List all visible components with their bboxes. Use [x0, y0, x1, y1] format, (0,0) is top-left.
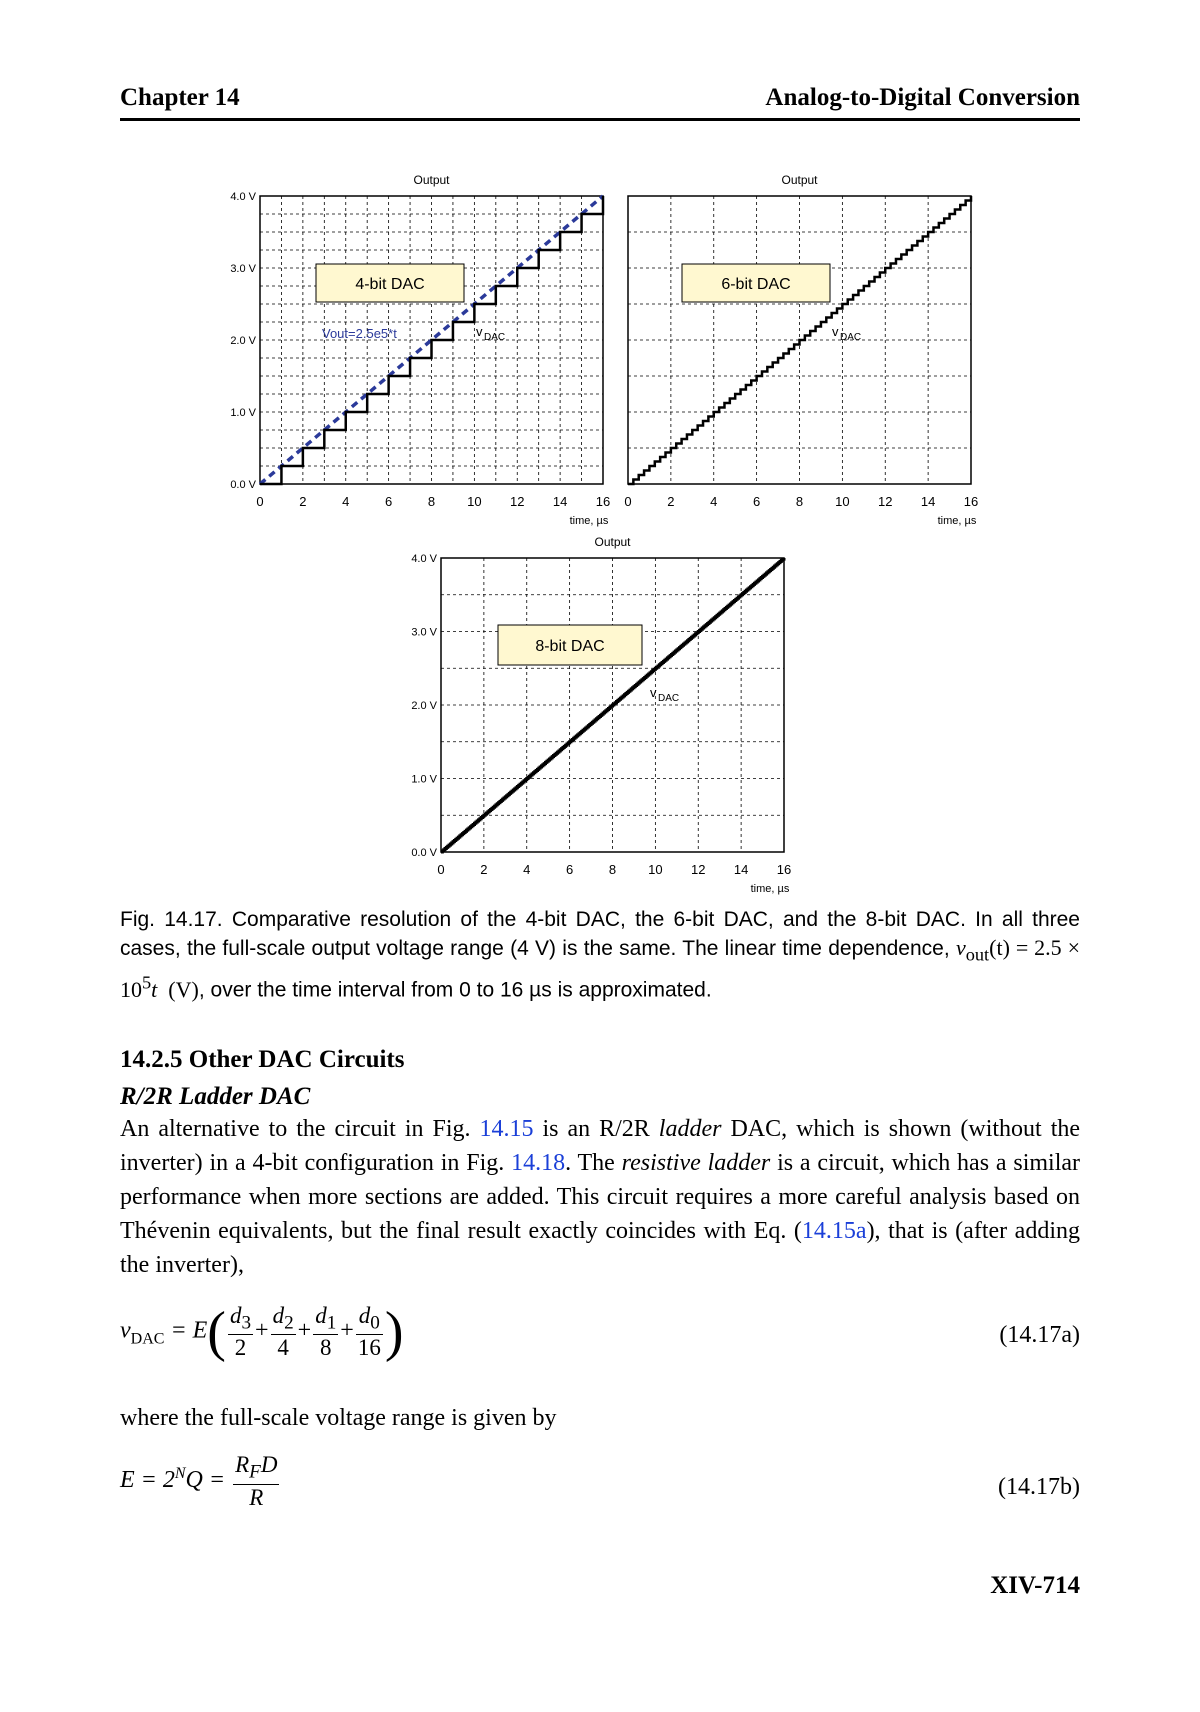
para-italic-resistive-ladder: resistive ladder — [621, 1150, 771, 1176]
x-tick-label: 0 — [437, 862, 445, 877]
para-text-4: . The — [565, 1150, 622, 1176]
caption-math-t: t — [151, 976, 158, 1002]
para-text-1: An alternative to the circuit in Fig. — [120, 1116, 480, 1142]
x-tick-label: 16 — [963, 494, 979, 509]
x-tick-label: 12 — [878, 494, 893, 509]
eq-b-num-rest: D — [260, 1452, 278, 1477]
curve-label-sub: DAC — [840, 332, 862, 343]
x-tick-label: 6 — [385, 494, 393, 509]
y-tick-label: 0.0 V — [230, 479, 256, 491]
eq-a-t3-sub: 1 — [326, 1312, 337, 1334]
figure-link-14-18[interactable]: 14.18 — [511, 1150, 566, 1176]
x-tick-label: 4 — [523, 862, 531, 877]
eq-a-t1-den: 2 — [234, 1335, 247, 1361]
x-tick-label: 16 — [776, 862, 792, 877]
caption-suffix: , over the time interval from 0 to 16 µs is approximated. — [198, 978, 712, 1002]
section-title: 14.2.5 Other DAC Circuits — [120, 1046, 405, 1073]
eq-b-num: R — [235, 1452, 250, 1477]
eq-a-t2-num: d — [272, 1302, 285, 1328]
eq-a-t4-den: 16 — [357, 1335, 381, 1361]
eq-b-den: R — [249, 1484, 264, 1510]
eq-a-equals: = E — [164, 1317, 208, 1344]
eq-a-term-1 — [228, 1303, 253, 1362]
y-tick-label: 2.0 V — [230, 335, 256, 347]
eq-a-term-4 — [356, 1303, 383, 1362]
para-text-6: ), that is (after adding the inverter), — [120, 1218, 1080, 1278]
caption-math-sub: out — [965, 944, 990, 965]
eq-b-lhs: E = 2 — [120, 1466, 175, 1493]
page-number: XIV-714 — [990, 1572, 1080, 1599]
equation-b-number: (14.17b) — [998, 1474, 1080, 1500]
curve-label-sub: DAC — [484, 332, 506, 343]
caption-math-v: v — [955, 935, 966, 960]
x-tick-label: 4 — [342, 494, 350, 509]
para-italic-ladder: ladder — [658, 1116, 722, 1142]
x-tick-label: 8 — [795, 494, 804, 509]
equation-a-body — [120, 1300, 403, 1364]
y-tick-label: 2.0 V — [411, 700, 437, 712]
chapter-label: Chapter 14 — [120, 84, 240, 111]
y-tick-label: 0.0 V — [411, 847, 437, 859]
curve-label-sub: DAC — [658, 693, 680, 704]
eq-a-t1-num: d — [229, 1302, 242, 1328]
x-tick-label: 6 — [566, 862, 574, 877]
curve-label-v: v — [832, 324, 839, 339]
x-tick-label: 14 — [733, 862, 749, 877]
dac-label: 8-bit DAC — [535, 638, 605, 655]
figure-link-14-15[interactable]: 14.15 — [479, 1116, 534, 1142]
x-tick-label: 14 — [552, 494, 568, 509]
curve-label-v: v — [476, 324, 483, 339]
output-title: Output — [413, 173, 450, 187]
eq-a-term-3 — [313, 1303, 338, 1362]
figure-caption — [120, 906, 1080, 1005]
equation-b-body — [120, 1452, 281, 1511]
eq-a-plus-3: + — [340, 1317, 354, 1344]
x-tick-label: 4 — [710, 494, 718, 509]
equation-link-14-15a[interactable]: 14.15a — [801, 1218, 867, 1244]
x-tick-label: 10 — [648, 862, 663, 877]
y-tick-label: 1.0 V — [230, 407, 256, 419]
output-title: Output — [594, 535, 631, 549]
y-tick-label: 4.0 V — [411, 553, 437, 565]
ideal-line-label: Vout=2.5e5*t — [322, 326, 397, 341]
eq-a-t4-num: d — [358, 1302, 371, 1328]
eq-a-close-paren: ) — [384, 1301, 404, 1363]
subsection-title: R/2R Ladder DAC — [120, 1083, 311, 1110]
x-tick-label: 8 — [608, 862, 617, 877]
x-tick-label: 2 — [480, 862, 488, 877]
x-tick-label: 6 — [753, 494, 761, 509]
y-tick-label: 4.0 V — [230, 191, 256, 203]
x-tick-label: 0 — [256, 494, 264, 509]
x-axis-label: time, µs — [937, 515, 977, 527]
x-tick-label: 10 — [835, 494, 850, 509]
eq-a-term-2 — [271, 1303, 296, 1362]
para-text-3: DAC, which is shown (without the inverter) in a 4-bit configuration in Fig. — [120, 1116, 1081, 1176]
eq-a-plus-2: + — [297, 1317, 312, 1344]
eq-b-mid: Q = — [185, 1466, 232, 1493]
eq-a-open-paren: ( — [207, 1301, 226, 1363]
chapter-title: Analog-to-Digital Conversion — [765, 84, 1080, 111]
x-axis-label: time, µs — [569, 515, 609, 527]
eq-a-plus-1: + — [255, 1317, 269, 1344]
x-axis-label: time, µs — [750, 883, 790, 895]
curve-label-v: v — [650, 685, 657, 700]
x-tick-label: 8 — [427, 494, 436, 509]
caption-prefix: Fig. 14.17. Comparative resolution of the 4-bit DAC, the 6-bit DAC, and the 8-bit DAC. In all three cases, the full-scale output voltage range (4 V) is the same. The linear time dependence, — [120, 908, 1080, 960]
where-text: where the full-scale voltage range is given by — [120, 1405, 557, 1431]
eq-a-t3-den: 8 — [319, 1335, 332, 1361]
eq-b-fraction — [233, 1452, 279, 1511]
eq-b-sup: N — [174, 1464, 186, 1482]
para-text-2: is an R/2R — [533, 1116, 659, 1142]
x-tick-label: 16 — [595, 494, 611, 509]
x-tick-label: 10 — [467, 494, 482, 509]
x-tick-label: 2 — [299, 494, 307, 509]
output-title: Output — [781, 173, 818, 187]
x-tick-label: 12 — [691, 862, 706, 877]
caption-math-unit: (V) — [168, 976, 199, 1002]
eq-a-t4-sub: 0 — [370, 1312, 380, 1334]
eq-a-t2-den: 4 — [277, 1335, 289, 1361]
y-tick-label: 3.0 V — [230, 263, 256, 275]
y-tick-label: 1.0 V — [411, 773, 437, 786]
eq-a-t1-sub: 3 — [241, 1312, 252, 1334]
dac-label: 6-bit DAC — [721, 276, 791, 293]
equation-14-17a — [120, 1300, 1080, 1380]
para-text-5: is a circuit, which has a similar performance when more sections are added. This circuit requires a more careful analysis based on Thévenin equivalents, but the final result exactly coincides with Eq. ( — [120, 1150, 1081, 1244]
eq-a-lhs: v — [120, 1317, 131, 1344]
body-paragraph — [120, 1112, 1080, 1282]
equation-a-number: (14.17a) — [999, 1322, 1080, 1348]
eq-b-num-sub: F — [249, 1461, 261, 1483]
caption-math-sup: 5 — [142, 972, 152, 993]
eq-a-t2-sub: 2 — [284, 1312, 294, 1334]
x-tick-label: 0 — [624, 494, 632, 509]
x-tick-label: 14 — [920, 494, 936, 509]
eq-a-t3-num: d — [315, 1302, 327, 1328]
x-tick-label: 12 — [510, 494, 525, 509]
dac-label: 4-bit DAC — [355, 276, 425, 293]
caption-math-rest: (t) = 2.5 × 10 — [120, 935, 1080, 1002]
y-tick-label: 3.0 V — [411, 626, 437, 639]
eq-a-lhs-sub: DAC — [130, 1330, 165, 1348]
x-tick-label: 2 — [667, 494, 675, 509]
equation-14-17b — [120, 1452, 1080, 1532]
